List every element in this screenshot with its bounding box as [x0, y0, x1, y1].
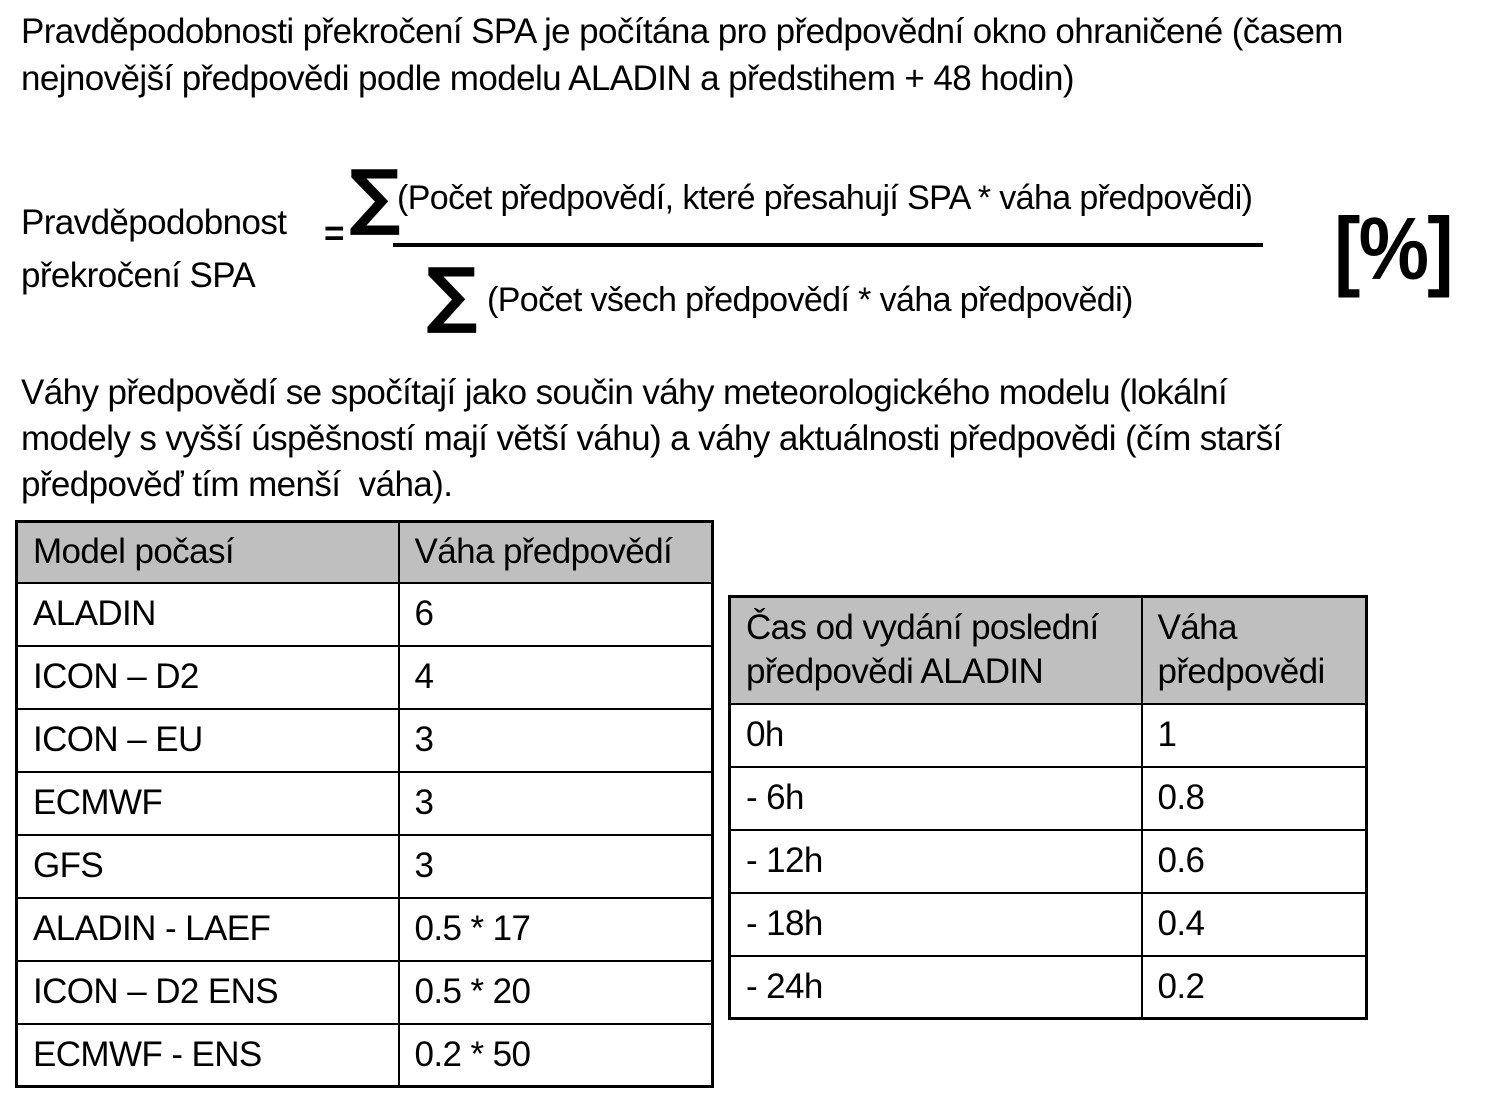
table-row [17, 646, 713, 709]
table-row [17, 835, 713, 898]
table-cell: ECMWF - ENS [17, 1024, 399, 1087]
text-line: Váha [1157, 608, 1237, 648]
table-cell: ALADIN [17, 583, 399, 646]
table-cell: 0.2 * 50 [399, 1024, 713, 1087]
table-row [17, 583, 713, 646]
text-line: předpověď tím menší váha). [21, 465, 453, 504]
table-row [17, 772, 713, 835]
fraction-bar [393, 243, 1263, 247]
table-cell: 4 [399, 646, 713, 709]
weights-explanation-paragraph [21, 370, 1282, 508]
table-row [730, 704, 1367, 767]
intro-paragraph [21, 8, 1343, 102]
table-row [17, 898, 713, 961]
sigma-symbol: ∑ [349, 154, 401, 238]
table-cell: - 18h [730, 893, 1142, 956]
table-cell: ICON – D2 ENS [17, 961, 399, 1024]
text-line: nejnovější předpovědi podle modelu ALADIN a předstihem + 48 hodin) [21, 59, 1074, 98]
table-row [730, 830, 1367, 893]
header-cell-weight [1142, 597, 1367, 704]
formula-numerator: (Počet předpovědí, které přesahují SPA * váha předpovědi) [397, 179, 1253, 217]
table-cell: 0.4 [1142, 893, 1367, 956]
table-cell: 0.2 [1142, 956, 1367, 1019]
table-cell: 0.8 [1142, 767, 1367, 830]
formula-denominator: (Počet všech předpovědí * váha předpovědi) [487, 281, 1133, 319]
table-cell: ICON – D2 [17, 646, 399, 709]
table-header-row [17, 522, 713, 583]
header-cell-time-since-issue [730, 597, 1142, 704]
table-row [730, 956, 1367, 1019]
table-cell: - 12h [730, 830, 1142, 893]
table-cell: 3 [399, 772, 713, 835]
table-cell: - 6h [730, 767, 1142, 830]
table-cell: 0.5 * 17 [399, 898, 713, 961]
sigma-symbol: ∑ [426, 252, 478, 336]
percent-unit-label: [%] [1334, 199, 1452, 298]
table-header-row [730, 597, 1367, 704]
equals-sign: = [324, 214, 345, 253]
table-cell: 6 [399, 583, 713, 646]
table-row [17, 1024, 713, 1087]
table-cell: ICON – EU [17, 709, 399, 772]
table-cell: 3 [399, 709, 713, 772]
table-row [17, 709, 713, 772]
table-row [17, 961, 713, 1024]
table-cell: 0h [730, 704, 1142, 767]
table-cell: - 24h [730, 956, 1142, 1019]
text-line: Čas od vydání poslední [746, 608, 1099, 648]
table-row [730, 893, 1367, 956]
text-line: předpovědi ALADIN [746, 652, 1044, 692]
table-cell: GFS [17, 835, 399, 898]
table-cell: 0.6 [1142, 830, 1367, 893]
table-cell: 1 [1142, 704, 1367, 767]
text-line: Váhy předpovědí se spočítají jako součin váhy meteorologického modelu (lokální [21, 373, 1228, 412]
text-line: předpovědi [1157, 652, 1325, 692]
table-row [730, 767, 1367, 830]
text-line: Pravděpodobnost [21, 203, 287, 242]
header-cell-weight: Váha předpovědí [399, 522, 713, 583]
text-line: překročení SPA [21, 256, 256, 295]
table-cell: ALADIN - LAEF [17, 898, 399, 961]
text-line: modely s vyšší úspěšností mají větší váhu) a váhy aktuálnosti předpovědi (čím starší [21, 419, 1282, 458]
table-cell: 3 [399, 835, 713, 898]
table-cell: 0.5 * 20 [399, 961, 713, 1024]
table-cell: ECMWF [17, 772, 399, 835]
header-cell-model: Model počasí [17, 522, 399, 583]
model-weights-table [15, 520, 714, 1088]
forecast-recency-weights-table [728, 595, 1368, 1020]
formula-label [21, 196, 286, 302]
text-line: Pravděpodobnosti překročení SPA je počítána pro předpovědní okno ohraničené (časem [21, 12, 1343, 51]
